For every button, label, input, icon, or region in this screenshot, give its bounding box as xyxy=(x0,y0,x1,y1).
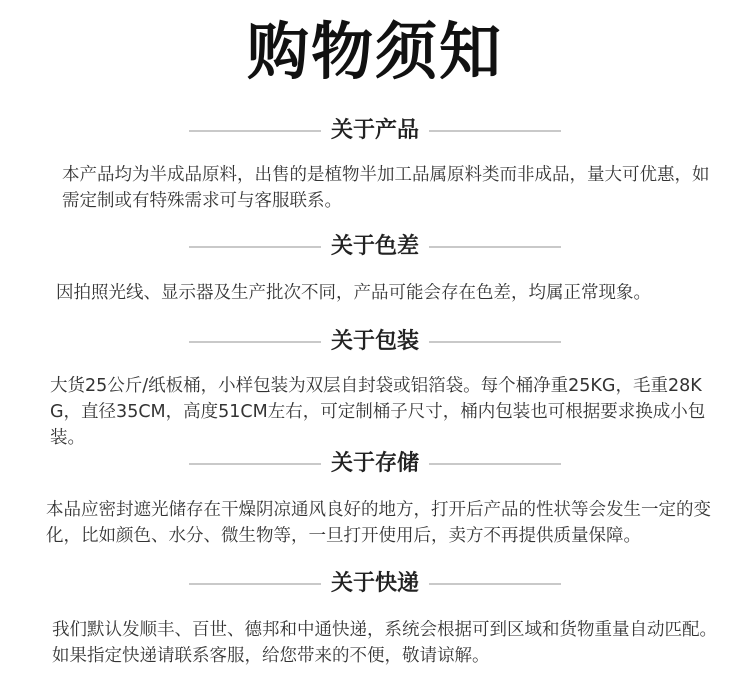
section-heading: 关于色差 xyxy=(330,234,419,259)
section-heading: 关于包装 xyxy=(330,329,419,354)
divider-line-left xyxy=(189,246,321,248)
section-body-storage: 本品应密封遮光储存在干燥阴凉通风良好的地方，打开后产品的性状等会发生一定的变化，比如颜色、水分、微生物等，一旦打开使用后，卖方不再提供质量保障。 xyxy=(46,500,711,546)
section-header-color xyxy=(0,232,750,262)
section-body-color: 因拍照光线、显示器及生产批次不同，产品可能会存在色差，均属正常现象。 xyxy=(56,283,651,303)
divider-line-right xyxy=(429,583,561,585)
divider-line-right xyxy=(429,341,561,343)
section-header-packaging xyxy=(0,327,750,357)
section-header-storage xyxy=(0,449,750,479)
section-heading: 关于快递 xyxy=(330,571,419,596)
page-title: 购物须知 xyxy=(246,15,503,88)
divider-line-right xyxy=(429,130,561,132)
divider-line-right xyxy=(429,246,561,248)
section-heading: 关于存储 xyxy=(330,451,419,476)
section-header-product xyxy=(0,116,750,146)
section-body-product: 本产品均为半成品原料，出售的是植物半加工品属原料类而非成品，量大可优惠，如需定制或有特殊需求可与客服联系。 xyxy=(62,165,710,211)
section-body-shipping: 我们默认发顺丰、百世、德邦和中通快递，系统会根据可到区域和货物重量自动匹配。如果指定快递请联系客服，给您带来的不便，敬请谅解。 xyxy=(52,620,717,666)
section-heading: 关于产品 xyxy=(330,118,419,143)
divider-line-left xyxy=(189,130,321,132)
divider-line-right xyxy=(429,463,561,465)
divider-line-left xyxy=(189,583,321,585)
divider-line-left xyxy=(189,463,321,465)
divider-line-left xyxy=(189,341,321,343)
section-body-packaging: 大货25公斤/纸板桶，小样包装为双层自封袋或铝箔袋。每个桶净重25KG，毛重28KG，直径35CM，高度51CM左右，可定制桶子尺寸，桶内包装也可根据要求换成小包装。 xyxy=(50,376,706,448)
section-header-shipping xyxy=(0,569,750,599)
